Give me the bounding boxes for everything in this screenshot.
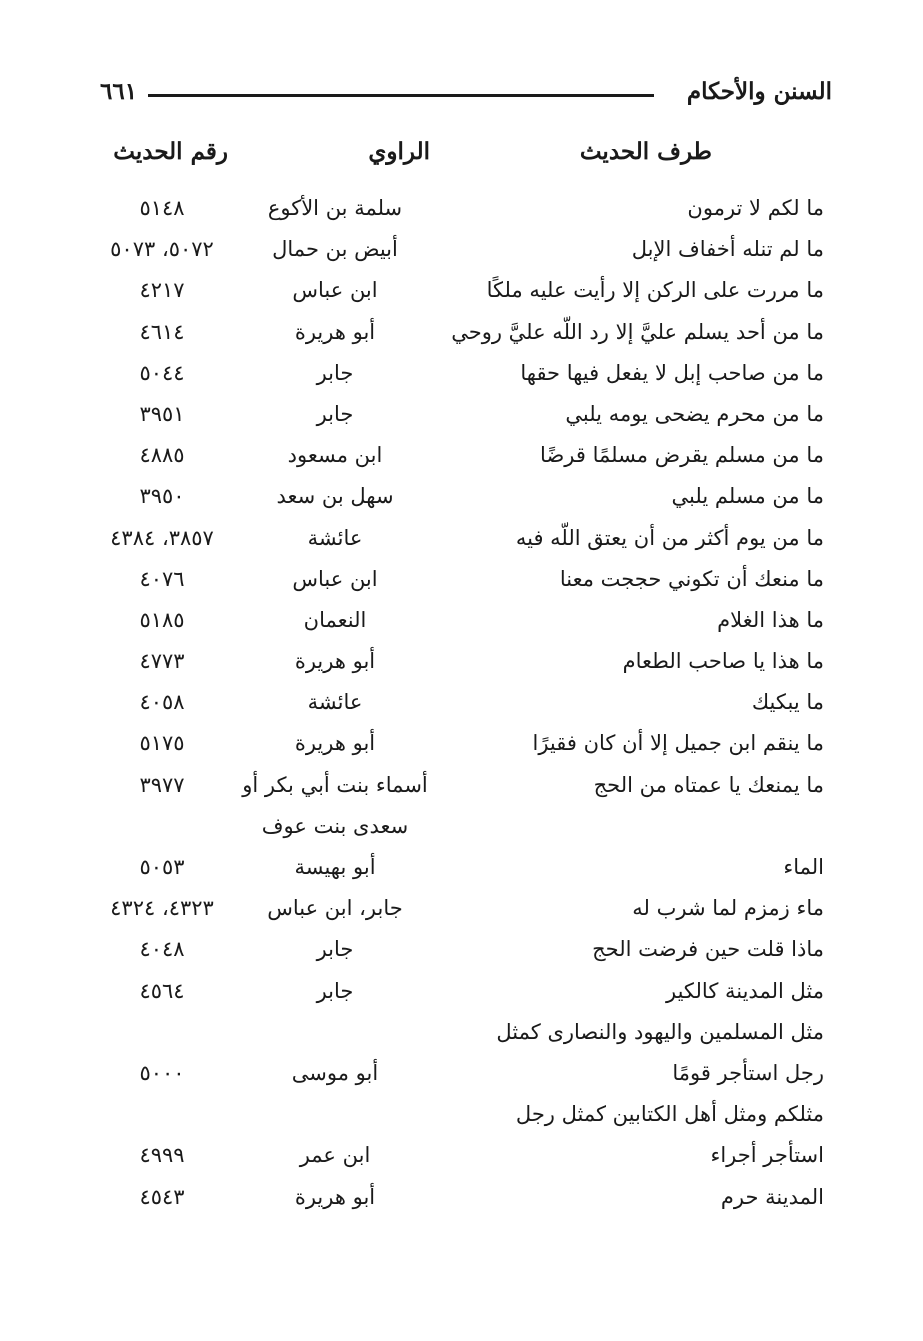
table-row: [100, 1135, 832, 1176]
narrator-cell: أبو بهيسة: [294, 855, 376, 879]
hadith-cell: المدينة حرم: [720, 1184, 824, 1209]
number-cell: ٥٠٤٤: [139, 360, 185, 385]
table-row: [100, 188, 832, 229]
page-header: [100, 72, 832, 116]
narrator-cell: أبيض بن حمال: [272, 237, 398, 262]
number-cell: ٤٠٤٨: [139, 937, 185, 962]
table-row: [100, 229, 832, 270]
table-row: [100, 888, 832, 929]
table-row: [100, 971, 832, 1012]
hadith-cell: ماء زمزم لما شرب له: [632, 896, 824, 921]
narrator-cell: سلمة بن الأكوع: [267, 196, 403, 220]
table-row: [100, 435, 832, 476]
hadith-cell: ما ينقم ابن جميل إلا أن كان فقيرًا: [532, 731, 824, 756]
number-cell: ٤٨٨٥: [139, 443, 185, 468]
table-row: [100, 1177, 832, 1218]
number-cell: ٤٥٤٣: [139, 1184, 185, 1209]
narrator-cell: سهل بن سعد: [276, 484, 394, 509]
hadith-cell: ما من صاحب إبل لا يفعل فيها حقها: [520, 360, 824, 385]
narrator-cell: أبو هريرة: [294, 649, 376, 674]
narrator-cell: ابن مسعود: [287, 443, 383, 468]
hadith-cell: ما لكم لا ترمون: [687, 196, 824, 220]
number-cell: ٥٠٠٠: [139, 1060, 185, 1085]
narrator-cell: أسماء بنت أبي بكر أو: [242, 772, 428, 797]
running-title: السنن والأحكام: [686, 78, 832, 105]
number-cell: ٥١٨٥: [139, 607, 185, 632]
number-cell: ٥١٤٨: [139, 196, 185, 220]
hadith-cell: ما من مسلم يلبي: [671, 484, 824, 509]
number-cell: ٣٩٧٧: [139, 772, 185, 797]
table-row: [100, 353, 832, 394]
narrator-cell: جابر، ابن عباس: [267, 896, 403, 921]
table-row: [100, 1012, 832, 1053]
table-row: [100, 559, 832, 600]
hadith-cell: مثلكم ومثل أهل الكتابين كمثل رجل: [515, 1102, 824, 1127]
table-row: [100, 1094, 832, 1135]
number-cell: ٤٧٧٣: [139, 649, 185, 674]
hadith-cell: الماء: [783, 855, 824, 879]
hadith-cell: ما هذا الغلام: [717, 607, 824, 632]
number-cell: ٤٠٧٦: [139, 566, 185, 591]
narrator-cell: سعدى بنت عوف: [261, 813, 409, 838]
narrator-cell: جابر: [316, 978, 354, 1003]
number-cell: ٤٠٥٨: [139, 690, 185, 715]
narrator-cell: ابن عمر: [299, 1143, 371, 1168]
hadith-cell: مثل المدينة كالكير: [666, 978, 824, 1003]
hadith-cell: ما منعك أن تكوني حججت معنا: [559, 566, 824, 591]
table-row: [100, 270, 832, 311]
number-cell: ٣٩٥١: [139, 401, 185, 426]
table-row: [100, 847, 832, 888]
hadith-cell: ما هذا يا صاحب الطعام: [622, 649, 824, 674]
number-cell: ٤٢١٧: [139, 278, 185, 303]
narrator-cell: أبو هريرة: [294, 1184, 376, 1209]
narrator-cell: النعمان: [303, 607, 367, 632]
number-cell: ٥١٧٥: [139, 731, 185, 756]
hadith-cell: ما من أحد يسلم عليَّ إلا رد اللّه عليَّ روحي: [451, 319, 824, 344]
table-row: [100, 806, 832, 847]
hadith-cell: ما يبكيك: [751, 690, 824, 715]
hadith-cell: ما من محرم يضحى يومه يلبي: [565, 401, 824, 426]
hadith-cell: استأجر أجراء: [710, 1143, 824, 1168]
number-cell: ٣٩٥٠: [139, 484, 185, 509]
narrator-cell: جابر: [316, 360, 354, 385]
narrator-cell: أبو موسى: [291, 1060, 379, 1085]
table-row: [100, 765, 832, 806]
table-row: [100, 600, 832, 641]
header-rule: [148, 94, 654, 97]
table-row: [100, 929, 832, 970]
number-cell: ٤٥٦٤: [139, 978, 185, 1003]
number-cell: ٣٨٥٧، ٤٣٨٤: [110, 525, 214, 550]
table-row: [100, 682, 832, 723]
number-cell: ٥٠٥٣: [139, 855, 185, 879]
hadith-cell: ما من مسلم يقرض مسلمًا قرضًا: [540, 443, 824, 468]
hadith-cell: ما من يوم أكثر من أن يعتق اللّه فيه: [515, 525, 824, 550]
narrator-cell: ابن عباس: [292, 278, 378, 303]
column-header-narrator: الراوي: [368, 138, 430, 165]
number-cell: ٤٣٢٣، ٤٣٢٤: [110, 896, 214, 921]
narrator-cell: أبو هريرة: [294, 731, 376, 756]
narrator-cell: عائشة: [307, 690, 363, 715]
number-cell: ٤٦١٤: [139, 319, 185, 344]
table-row: [100, 641, 832, 682]
narrator-cell: جابر: [316, 401, 354, 426]
hadith-index-table: [100, 188, 832, 1218]
table-row: [100, 1053, 832, 1094]
narrator-cell: أبو هريرة: [294, 319, 376, 344]
hadith-cell: ما لم تنله أخفاف الإبل: [631, 237, 824, 262]
column-header-hadith: طرف الحديث: [579, 138, 712, 165]
table-row: [100, 723, 832, 764]
table-row: [100, 312, 832, 353]
narrator-cell: عائشة: [307, 525, 363, 550]
hadith-cell: ما مررت على الركن إلا رأيت عليه ملكًا: [486, 278, 824, 303]
page-number: ٦٦١: [100, 78, 138, 105]
table-row: [100, 394, 832, 435]
number-cell: ٥٠٧٢، ٥٠٧٣: [110, 237, 214, 262]
hadith-cell: رجل استأجر قومًا: [672, 1060, 824, 1085]
narrator-cell: جابر: [316, 937, 354, 962]
hadith-cell: ماذا قلت حين فرضت الحج: [592, 937, 824, 962]
column-headers: [100, 138, 832, 178]
table-row: [100, 476, 832, 517]
column-header-number: رقم الحديث: [113, 138, 228, 165]
number-cell: ٤٩٩٩: [139, 1143, 185, 1168]
hadith-cell: مثل المسلمين واليهود والنصارى كمثل: [496, 1019, 824, 1044]
hadith-cell: ما يمنعك يا عمتاه من الحج: [593, 772, 824, 797]
table-row: [100, 518, 832, 559]
narrator-cell: ابن عباس: [292, 566, 378, 591]
